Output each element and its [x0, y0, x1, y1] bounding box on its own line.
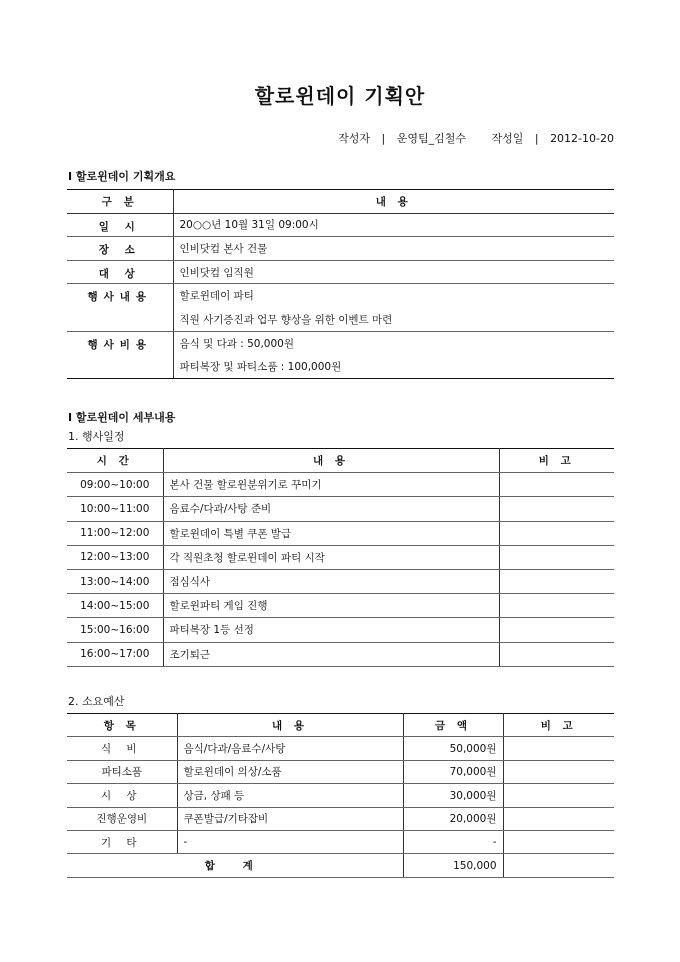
row-content: 인비닷컴 본사 건물	[173, 237, 614, 261]
schedule-content: 각 직원초청 할로윈데이 파티 시작	[163, 545, 499, 569]
schedule-note	[499, 618, 614, 642]
schedule-subheading: 1. 행사일정	[68, 430, 125, 443]
schedule-content: 점심식사	[163, 569, 499, 593]
overview-row	[67, 260, 614, 284]
column-header: 비 고	[503, 714, 614, 737]
column-header: 내 용	[163, 449, 499, 473]
overview-row	[67, 213, 614, 237]
column-header: 금 액	[403, 714, 503, 737]
row-label: 장 소	[67, 237, 173, 261]
schedule-row	[67, 521, 614, 545]
schedule-note	[499, 569, 614, 593]
overview-table	[67, 189, 614, 379]
schedule-table	[67, 448, 614, 667]
budget-note	[503, 760, 614, 783]
row-label: 일 시	[67, 213, 173, 237]
budget-row	[67, 784, 614, 807]
row-content: 직원 사기증진과 업무 향상을 위한 이벤트 마련	[173, 307, 614, 331]
schedule-row	[67, 569, 614, 593]
schedule-time: 14:00~15:00	[67, 594, 163, 618]
date-value: 2012-10-20	[550, 132, 614, 145]
row-label: 대 상	[67, 260, 173, 284]
row-content: 음식 및 다과 : 50,000원	[179, 337, 294, 350]
budget-item: 식 비	[67, 737, 177, 760]
schedule-content: 할로윈파티 게임 진행	[163, 594, 499, 618]
budget-note	[503, 784, 614, 807]
budget-content: 상금, 상패 등	[177, 784, 403, 807]
column-header: 내 용	[173, 190, 614, 214]
schedule-note	[499, 642, 614, 666]
schedule-content: 본사 건물 할로윈분위기로 꾸미기	[163, 473, 499, 497]
overview-row	[67, 331, 614, 355]
row-label: 행사내용	[67, 284, 173, 331]
budget-amount: -	[403, 830, 503, 853]
budget-content: 할로윈데이 의상/소품	[177, 760, 403, 783]
author-info	[338, 130, 614, 146]
schedule-content: 조기퇴근	[163, 642, 499, 666]
column-header: 구 분	[67, 190, 173, 214]
schedule-note	[499, 497, 614, 521]
separator: |	[534, 132, 539, 145]
budget-row	[67, 807, 614, 830]
budget-content: 쿠폰발급/기타잡비	[177, 807, 403, 830]
document-title: 할로윈데이 기획안	[254, 84, 426, 108]
budget-note	[503, 737, 614, 760]
author-label: 작성자	[338, 132, 370, 145]
schedule-row	[67, 473, 614, 497]
schedule-note	[499, 521, 614, 545]
budget-note	[503, 830, 614, 853]
row-content: 20○○년 10월 31일 09:00시	[173, 213, 614, 237]
budget-amount: 20,000원	[403, 807, 503, 830]
budget-item: 파티소품	[67, 760, 177, 783]
budget-content: 음식/다과/음료수/사탕	[177, 737, 403, 760]
budget-table	[67, 713, 614, 878]
section-heading-overview: Ⅰ 할로윈데이 기획개요	[68, 170, 176, 183]
total-amount: 150,000	[403, 854, 503, 877]
budget-content: -	[177, 830, 403, 853]
total-label: 합 계	[67, 854, 403, 877]
schedule-time: 13:00~14:00	[67, 569, 163, 593]
row-label: 행사비용	[67, 331, 173, 378]
schedule-time: 15:00~16:00	[67, 618, 163, 642]
schedule-content: 파티복장 1등 선정	[163, 618, 499, 642]
overview-row	[67, 284, 614, 308]
budget-row	[67, 830, 614, 853]
column-header: 항 목	[67, 714, 177, 737]
column-header: 시 간	[67, 449, 163, 473]
schedule-content: 할로윈데이 특별 쿠폰 발급	[163, 521, 499, 545]
author-name: 운영팀_김철수	[396, 132, 466, 145]
separator: |	[381, 132, 386, 145]
column-header: 비 고	[499, 449, 614, 473]
row-content: 인비닷컴 임직원	[173, 260, 614, 284]
schedule-time: 12:00~13:00	[67, 545, 163, 569]
schedule-note	[499, 545, 614, 569]
budget-item: 기 타	[67, 830, 177, 853]
section-heading-details: Ⅰ 할로윈데이 세부내용	[68, 411, 176, 424]
schedule-note	[499, 473, 614, 497]
budget-row	[67, 737, 614, 760]
overview-row	[67, 237, 614, 261]
schedule-row	[67, 497, 614, 521]
budget-note	[503, 807, 614, 830]
schedule-row	[67, 642, 614, 666]
row-content: 파티복장 및 파티소품 : 100,000원	[173, 355, 614, 379]
schedule-row	[67, 594, 614, 618]
budget-row	[67, 760, 614, 783]
row-content: 할로윈데이 파티	[179, 290, 254, 303]
budget-item: 시 상	[67, 784, 177, 807]
schedule-row	[67, 545, 614, 569]
date-label: 작성일	[491, 132, 524, 145]
budget-item: 진행운영비	[67, 807, 177, 830]
total-note	[503, 854, 614, 877]
budget-amount: 30,000원	[403, 784, 503, 807]
schedule-time: 11:00~12:00	[67, 521, 163, 545]
schedule-note	[499, 594, 614, 618]
column-header: 내 용	[177, 714, 403, 737]
budget-amount: 70,000원	[403, 760, 503, 783]
schedule-time: 10:00~11:00	[67, 497, 163, 521]
schedule-content: 음료수/다과/사탕 준비	[163, 497, 499, 521]
schedule-time: 16:00~17:00	[67, 642, 163, 666]
budget-subheading: 2. 소요예산	[68, 695, 125, 708]
schedule-row	[67, 618, 614, 642]
budget-amount: 50,000원	[403, 737, 503, 760]
schedule-time: 09:00~10:00	[67, 473, 163, 497]
